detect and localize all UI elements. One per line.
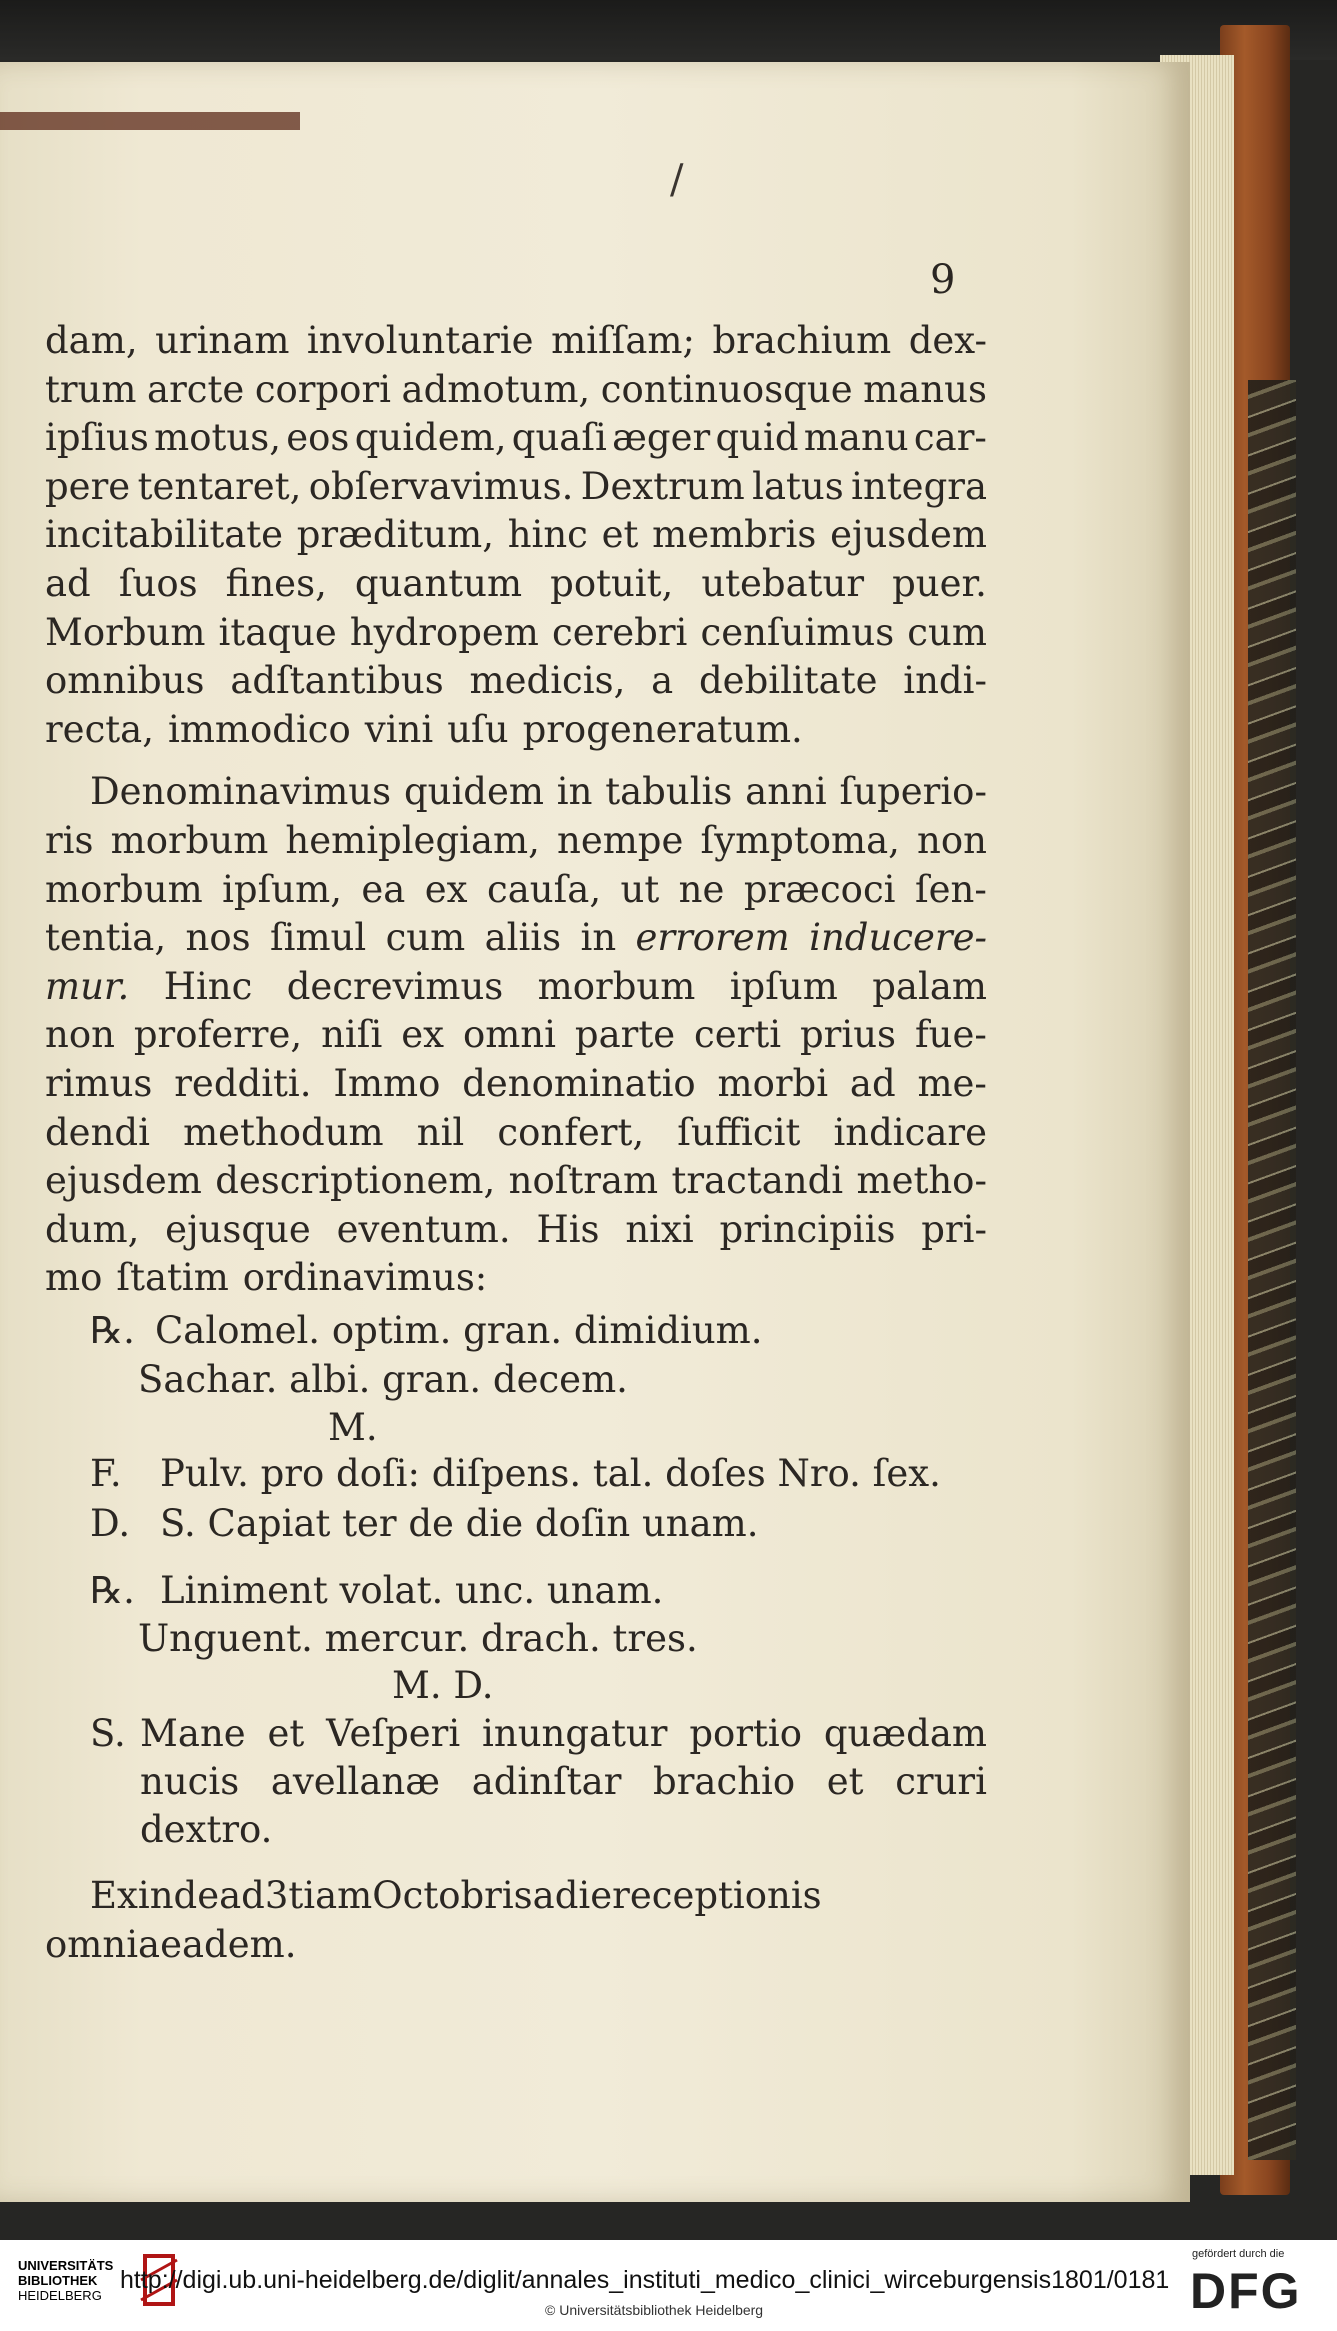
paragraph-1 <box>45 317 987 754</box>
word: eadem. <box>160 1922 297 1966</box>
word: ut <box>620 867 660 911</box>
recipe-2-line-5 <box>140 1758 987 1807</box>
word: ejusdem <box>45 1159 202 1203</box>
text-line <box>45 463 987 512</box>
word: proferre, <box>133 1013 303 1057</box>
word: Hinc <box>163 964 253 1008</box>
word: errorem <box>635 916 790 960</box>
word: indicare <box>833 1110 987 1154</box>
word: car- <box>913 416 987 460</box>
word: fue- <box>914 1013 987 1057</box>
word: cum <box>385 916 466 960</box>
word: uſu <box>447 707 509 751</box>
word: ne <box>678 867 725 911</box>
text-line <box>45 1060 987 1109</box>
word: præditum, <box>296 513 494 557</box>
footer-bar <box>0 2240 1337 2331</box>
word: Veſperi <box>326 1712 461 1755</box>
word: puer. <box>892 561 987 605</box>
word: tabulis <box>605 770 733 814</box>
word: debilitate <box>699 659 878 703</box>
body-text <box>45 317 987 1303</box>
word: ſen- <box>914 867 987 911</box>
word: morbum <box>110 818 269 862</box>
word: nixi <box>625 1207 694 1251</box>
recipe-2-line-2: Unguent. mercur. drach. tres. <box>138 1617 698 1660</box>
word: mur. <box>45 964 130 1008</box>
marbled-cover <box>1248 380 1296 2160</box>
word: eos <box>286 416 350 460</box>
word: æger <box>612 416 711 460</box>
word: adinſtar <box>471 1760 622 1803</box>
word: parte <box>574 1013 676 1057</box>
word: adſtantibus <box>230 659 444 703</box>
word: progeneratum. <box>522 707 803 751</box>
word: His <box>536 1207 600 1251</box>
word: quantum <box>354 561 523 605</box>
word: ſuperio- <box>839 770 987 814</box>
recipe-1-line-4: Pulv. pro doſi: diſpens. tal. doſes Nro. ſex. <box>160 1452 941 1495</box>
text-line <box>45 1011 987 1060</box>
text-line <box>45 1254 987 1303</box>
text-line <box>45 1872 987 1921</box>
word: vini <box>364 707 434 751</box>
word: descriptionem, <box>215 1159 496 1203</box>
word: dum, <box>45 1207 140 1251</box>
word: tractandi <box>671 1159 844 1203</box>
word: cenſuimus <box>700 610 895 654</box>
word: nos <box>185 916 251 960</box>
word: dam, <box>45 319 138 362</box>
word: hemiplegiam, <box>285 818 540 862</box>
word: omnia <box>45 1922 161 1966</box>
word: pere <box>45 464 131 508</box>
word: dendi <box>45 1110 150 1154</box>
word: ſufficit <box>677 1110 801 1154</box>
word: Octobris <box>372 1874 533 1917</box>
recipe-2-symbol: ℞. <box>90 1569 135 1612</box>
word: membris <box>652 513 817 557</box>
word: hydropem <box>349 610 539 654</box>
word: rimus <box>45 1061 153 1105</box>
recipe-2-line-4 <box>140 1710 987 1759</box>
word: inungatur <box>482 1712 668 1755</box>
word: nucis <box>140 1760 240 1803</box>
word: manu <box>803 416 909 460</box>
word: ipſum <box>729 964 838 1008</box>
word: decrevimus <box>286 964 504 1008</box>
word: ſymptoma, <box>700 818 900 862</box>
text-line <box>45 963 987 1012</box>
word: morbi <box>717 1061 829 1105</box>
text-line <box>45 366 987 415</box>
word: potuit, <box>550 561 674 605</box>
word: fines, <box>225 561 327 605</box>
word: obſervavimus. <box>308 464 574 508</box>
word: in <box>556 770 593 814</box>
word: inducere- <box>809 916 987 960</box>
recipe-2-line-4-label: S. <box>90 1712 126 1755</box>
page-number: 9 <box>930 257 956 303</box>
word: ris <box>45 818 94 862</box>
permalink-url[interactable]: http://digi.ub.uni-heidelberg.de/diglit/annales_instituti_medico_clinici_wirceburgensis1801/0181 <box>120 2266 1170 2294</box>
recipe-1-line-1: Calomel. optim. gran. dimidium. <box>155 1309 763 1352</box>
word: motus, <box>154 416 281 460</box>
word: anni <box>745 770 827 814</box>
word: ordinavimus: <box>242 1256 488 1300</box>
word: confert, <box>497 1110 645 1154</box>
binding-strip <box>0 112 300 130</box>
word: a <box>651 659 674 703</box>
text-line <box>45 1109 987 1158</box>
word: miſſam; <box>551 319 695 362</box>
word: cruri <box>895 1760 987 1803</box>
recipe-2-line-3: M. D. <box>392 1664 494 1707</box>
word: cauſa, <box>486 867 602 911</box>
word: aliis <box>484 916 562 960</box>
sponsor-note: gefördert durch die <box>1192 2248 1285 2260</box>
word: tentaret, <box>137 464 302 508</box>
word: ad <box>219 1874 265 1917</box>
word: ea <box>361 867 406 911</box>
word: omnibus <box>45 659 205 703</box>
text-line <box>45 511 987 560</box>
word: itaque <box>218 610 337 654</box>
word: Mane <box>140 1712 246 1755</box>
word: manus <box>863 367 987 411</box>
book-page <box>0 62 1190 2202</box>
word: immodico <box>168 707 351 751</box>
text-line <box>45 414 987 463</box>
word: incitabilitate <box>45 513 284 557</box>
text-line <box>45 317 987 366</box>
word: cum <box>907 610 987 654</box>
word: methodum <box>183 1110 384 1154</box>
text-line <box>45 768 987 817</box>
word: prius <box>800 1013 897 1057</box>
library-logo-text <box>18 2258 113 2303</box>
recipe-1-line-5: S. Capiat ter de die doſin unam. <box>160 1502 759 1545</box>
word: metho- <box>856 1159 987 1203</box>
word: quaſi <box>511 416 607 460</box>
word: a <box>532 1874 555 1917</box>
word: tentia, <box>45 916 167 960</box>
word: arcte <box>147 367 245 411</box>
word: utebatur <box>701 561 865 605</box>
library-name-line-2: BIBLIOTHEK <box>18 2273 98 2288</box>
word: Denominavimus <box>90 770 392 814</box>
text-line <box>45 914 987 963</box>
text-line <box>45 706 987 755</box>
word: Exinde <box>90 1874 220 1917</box>
word: brachio <box>653 1760 796 1803</box>
word: corpori <box>254 367 391 411</box>
word: portio <box>689 1712 802 1755</box>
top-edge-shadow <box>0 0 1337 60</box>
recipe-1-line-3: M. <box>328 1406 378 1449</box>
word: eventum. <box>336 1207 511 1251</box>
word: ſuos <box>118 561 198 605</box>
word: hinc <box>507 513 588 557</box>
word: ipſius <box>45 416 149 460</box>
recipe-2-line-6: dextro. <box>140 1808 273 1851</box>
word: palam <box>872 964 987 1008</box>
word: in <box>580 916 617 960</box>
recipe-1-line-2: Sachar. albi. gran. decem. <box>138 1358 628 1401</box>
word: latus <box>752 464 844 508</box>
word: et <box>826 1760 864 1803</box>
word: ex <box>424 867 468 911</box>
dfg-logo: DFG <box>1190 2263 1302 2319</box>
text-line <box>45 609 987 658</box>
word: pri- <box>921 1207 987 1251</box>
recipe-1-symbol: ℞. <box>90 1309 135 1352</box>
word: dex- <box>908 319 987 362</box>
word: niſi <box>321 1013 383 1057</box>
word: Dextrum <box>580 464 745 508</box>
copyright-notice: © Universitätsbibliothek Heidelberg <box>545 2302 764 2318</box>
word: avellanæ <box>270 1760 441 1803</box>
word: recta, <box>45 707 154 751</box>
word: nempe <box>556 818 684 862</box>
word: nil <box>416 1110 465 1154</box>
word: continuosque <box>600 367 853 411</box>
word: me- <box>917 1061 987 1105</box>
paragraph-2 <box>45 768 987 1303</box>
word: Morbum <box>45 610 206 654</box>
paragraph-3 <box>45 1872 987 1969</box>
word: mo <box>45 1256 103 1300</box>
word: ex <box>401 1013 444 1057</box>
recipe-1-line-4-label: F. <box>90 1452 122 1495</box>
margin-mark: / <box>670 157 684 203</box>
word: brachium <box>712 319 892 362</box>
word: morbum <box>537 964 696 1008</box>
word: involuntarie <box>306 319 534 362</box>
word: ad <box>849 1061 896 1105</box>
recipe-1-line-5-label: D. <box>90 1502 131 1545</box>
library-name-line-3: HEIDELBERG <box>18 2288 102 2303</box>
word: præcoci <box>743 867 896 911</box>
word: medicis, <box>469 659 626 703</box>
word: quid <box>715 416 799 460</box>
word: admotum, <box>401 367 591 411</box>
word: et <box>267 1712 305 1755</box>
word: indi- <box>903 659 987 703</box>
text-line <box>45 560 987 609</box>
word: die <box>554 1874 613 1917</box>
word: non <box>45 1013 115 1057</box>
word: morbum <box>45 867 203 911</box>
word: ad <box>45 561 91 605</box>
word: urinam <box>155 319 290 362</box>
text-line <box>45 1206 987 1255</box>
word: omni <box>462 1013 556 1057</box>
word: cerebri <box>551 610 688 654</box>
library-name-line-1: UNIVERSITÄTS <box>18 2258 114 2273</box>
text-line <box>45 657 987 706</box>
word: quidem <box>403 770 544 814</box>
word: integra <box>851 464 987 508</box>
word: ejusque <box>165 1207 311 1251</box>
word: et <box>601 513 639 557</box>
word: quædam <box>823 1712 987 1755</box>
word: certi <box>694 1013 782 1057</box>
word: receptionis <box>612 1874 822 1917</box>
text-line <box>45 866 987 915</box>
text-line <box>45 1157 987 1206</box>
word: ejusdem <box>830 513 987 557</box>
text-line <box>45 817 987 866</box>
word: quidem, <box>354 416 507 460</box>
word: denominatio <box>462 1061 696 1105</box>
word: non <box>917 818 987 862</box>
word: 3tiam <box>264 1874 373 1917</box>
recipe-2-line-1: Liniment volat. unc. unam. <box>160 1569 664 1612</box>
text-line <box>45 1921 987 1970</box>
word: Immo <box>333 1061 441 1105</box>
word: principiis <box>719 1207 896 1251</box>
word: redditi. <box>174 1061 312 1105</box>
word: ſimul <box>269 916 367 960</box>
word: noſtram <box>508 1159 659 1203</box>
word: ſtatim <box>116 1256 229 1300</box>
word: trum <box>45 367 137 411</box>
word: ipſum, <box>222 867 342 911</box>
